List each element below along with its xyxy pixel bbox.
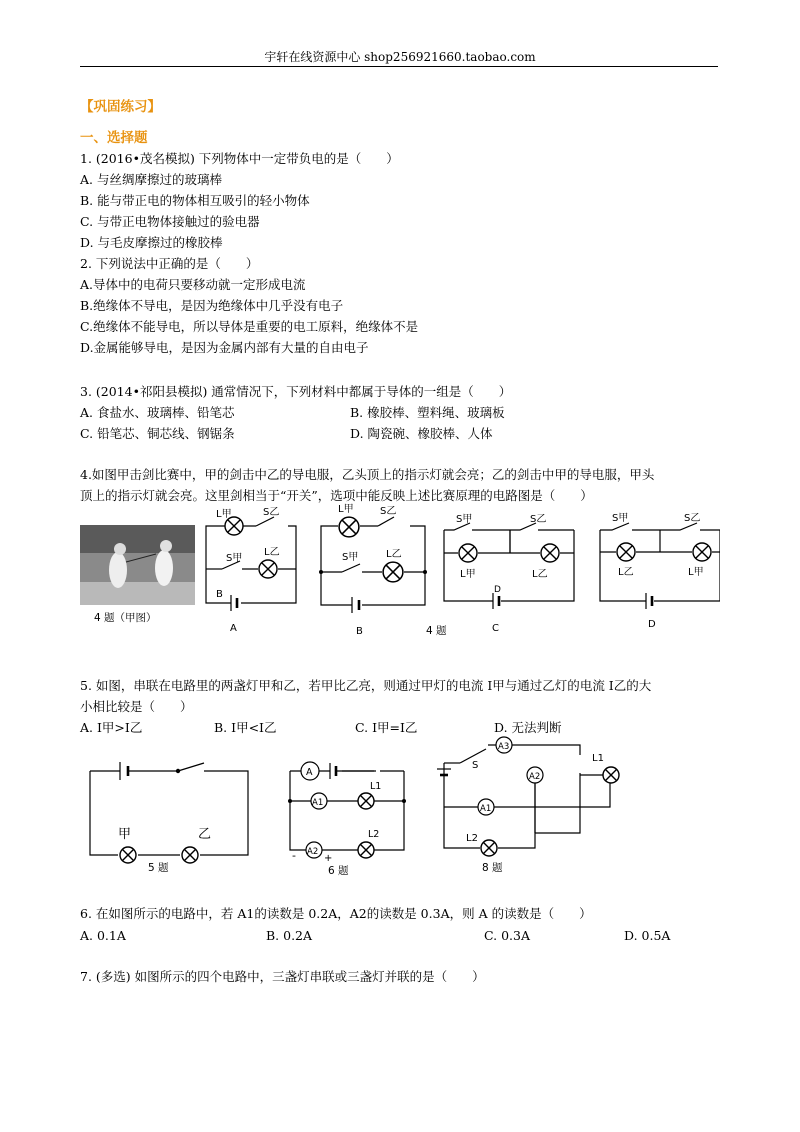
q6-option-c: C. 0.3A	[484, 928, 530, 943]
q6-option-d: D. 0.5A	[624, 928, 671, 943]
q4-c-mark-d: D	[494, 585, 501, 595]
q4-d-label-ljia: L甲	[688, 567, 704, 578]
q4-a-label-syi: S乙	[263, 507, 280, 518]
q4-c-label-syi: S乙	[530, 514, 547, 525]
fig8-label-l2: L2	[466, 833, 478, 844]
fig8-label-a1: A1	[480, 804, 492, 814]
q5-option-c: C. I甲=I乙	[355, 720, 418, 735]
q6-stem: 6. 在如图所示的电路中，若 A1的读数是 0.2A，A2的读数是 0.3A，则 A 的读数是（ ）	[80, 906, 592, 921]
q4-b-lamp-top	[339, 517, 359, 537]
q4-b-label-sjia: S甲	[342, 552, 359, 563]
fig8-label-a2: A2	[529, 772, 541, 782]
fig8-label-a3: A3	[498, 742, 510, 752]
q4-d-label-lyi: L乙	[618, 567, 634, 578]
q4-a-lamp-bottom	[259, 560, 277, 578]
q4-a-label-ljia: L甲	[216, 509, 232, 520]
q3-option-c: C. 铅笔芯、铜芯线、钢锯条	[80, 426, 235, 441]
page-header: 宇轩在线资源中心 shop256921660.taobao.com	[264, 50, 536, 64]
q3-option-b: B. 橡胶棒、塑料绳、玻璃板	[350, 405, 505, 420]
section-bracket-title: 【巩固练习】	[80, 99, 161, 115]
fig8-lamp-l2	[481, 840, 497, 856]
q4-c-label-sjia: S甲	[456, 514, 473, 525]
q4-a-b-mark: B	[216, 589, 223, 600]
q4-d-lamp-right	[693, 543, 711, 561]
fig5-circuit	[90, 762, 248, 855]
q4-line1: 4.如图甲击剑比赛中，甲的剑击中乙的导电服，乙头顶上的指示灯就会亮；乙的剑击中甲的导电服，甲头	[80, 467, 655, 482]
fig5-caption: 5 题	[148, 862, 169, 874]
q5-option-d: D. 无法判断	[494, 720, 562, 735]
q4-line2: 顶上的指示灯就会亮。这里剑相当于“开关”，选项中能反映上述比赛原理的电路图是（ ）	[80, 488, 593, 503]
q5-option-a: A. I甲>I乙	[80, 720, 143, 735]
header-divider	[80, 66, 718, 67]
q1-stem: 1. (2016•茂名模拟) 下列物体中一定带负电的是（ ）	[80, 151, 399, 166]
fig6-minus: -	[292, 849, 296, 862]
fig6-label-a1: A1	[312, 798, 324, 808]
q5-figures	[80, 735, 720, 880]
q1-option-c: C. 与带正电物体接触过的验电器	[80, 214, 260, 229]
fig6-lamp-l1	[358, 793, 374, 809]
fig5-lamp-jia	[120, 847, 136, 863]
q4-photo-caption: 4 题（甲图）	[94, 612, 157, 624]
q4-b-label-szi: S乙	[380, 506, 397, 517]
q2-option-b: B.绝缘体不导电，是因为绝缘体中几乎没有电子	[80, 298, 344, 313]
q4-b-label-ljia: L甲	[338, 504, 354, 515]
q4-c-lamp-right	[541, 544, 559, 562]
q2-option-c: C.绝缘体不能导电，所以导体是重要的电工原料，绝缘体不是	[80, 319, 419, 334]
q4-fig-caption: 4 题	[426, 625, 447, 637]
q4-d-label-sjia: S甲	[612, 513, 629, 524]
fig5-lamp-yi	[182, 847, 198, 863]
q4-d-lamp-left	[617, 543, 635, 561]
q4-circuit-b	[321, 517, 425, 613]
q1-option-d: D. 与毛皮摩擦过的橡胶棒	[80, 235, 223, 250]
q4-b-lamp-bottom	[383, 562, 403, 582]
fig6-label-l2: L2	[368, 829, 380, 840]
q4-b-option-label: B	[356, 626, 363, 637]
fig5-label-yi: 乙	[198, 827, 212, 842]
fig6-label-a2: A2	[307, 847, 319, 857]
fig6-label-a: A	[306, 767, 313, 778]
fig5-label-jia: 甲	[118, 827, 132, 842]
fig6-plus: +	[324, 853, 333, 864]
section-title: 一、选择题	[80, 130, 148, 146]
q5-option-b: B. I甲<I乙	[214, 720, 277, 735]
q2-stem: 2. 下列说法中正确的是（ ）	[80, 256, 259, 271]
q5-line1: 5. 如图，串联在电路里的两盏灯甲和乙，若甲比乙亮，则通过甲灯的电流 I甲与通过乙灯的电流 I乙的大	[80, 678, 652, 693]
q4-c-label-ljia: L甲	[460, 569, 476, 580]
q3-option-d: D. 陶瓷碗、橡胶棒、人体	[350, 426, 493, 441]
q4-c-option-label: C	[492, 623, 499, 634]
fig8-circuit	[437, 745, 610, 848]
q4-figure	[80, 500, 720, 640]
q6-option-b: B. 0.2A	[266, 928, 313, 943]
q4-d-label-syi: S乙	[684, 513, 701, 524]
q4-b-label-lyi: L乙	[386, 549, 402, 560]
fencing-photo	[80, 525, 195, 605]
q3-stem: 3. (2014•祁阳县模拟) 通常情况下，下列材料中都属于导体的一组是（ ）	[80, 384, 512, 399]
q4-a-label-lyi: L乙	[264, 547, 280, 558]
q6-option-a: A. 0.1A	[80, 928, 126, 943]
q5-line2: 小相比较是（ ）	[80, 699, 193, 714]
q7-stem: 7. (多选) 如图所示的四个电路中，三盏灯串联或三盏灯并联的是（ ）	[80, 969, 485, 984]
q4-circuit-d	[600, 523, 720, 609]
q4-c-lamp-left	[459, 544, 477, 562]
q1-option-b: B. 能与带正电的物体相互吸引的轻小物体	[80, 193, 310, 208]
q2-option-d: D.金属能够导电，是因为金属内部有大量的自由电子	[80, 340, 369, 355]
q4-a-label-sjia: S甲	[226, 553, 243, 564]
q3-option-a: A. 食盐水、玻璃棒、铅笔芯	[80, 405, 235, 420]
q4-a-option-label: A	[230, 623, 237, 634]
fig8-lamp-l1	[603, 767, 619, 783]
q4-c-label-lyi: L乙	[532, 569, 548, 580]
fig6-label-l1: L1	[370, 781, 382, 792]
fig6-lamp-l2	[358, 842, 374, 858]
q4-circuit-c	[444, 523, 574, 609]
fig8-caption: 8 题	[482, 862, 503, 874]
fig8-label-s: S	[472, 760, 479, 771]
q2-option-a: A.导体中的电荷只要移动就一定形成电流	[80, 277, 306, 292]
q4-d-option-label: D	[648, 619, 656, 630]
q1-option-a: A. 与丝绸摩擦过的玻璃棒	[80, 172, 222, 187]
fig6-caption: 6 题	[328, 865, 349, 877]
fig8-label-l1: L1	[592, 753, 604, 764]
